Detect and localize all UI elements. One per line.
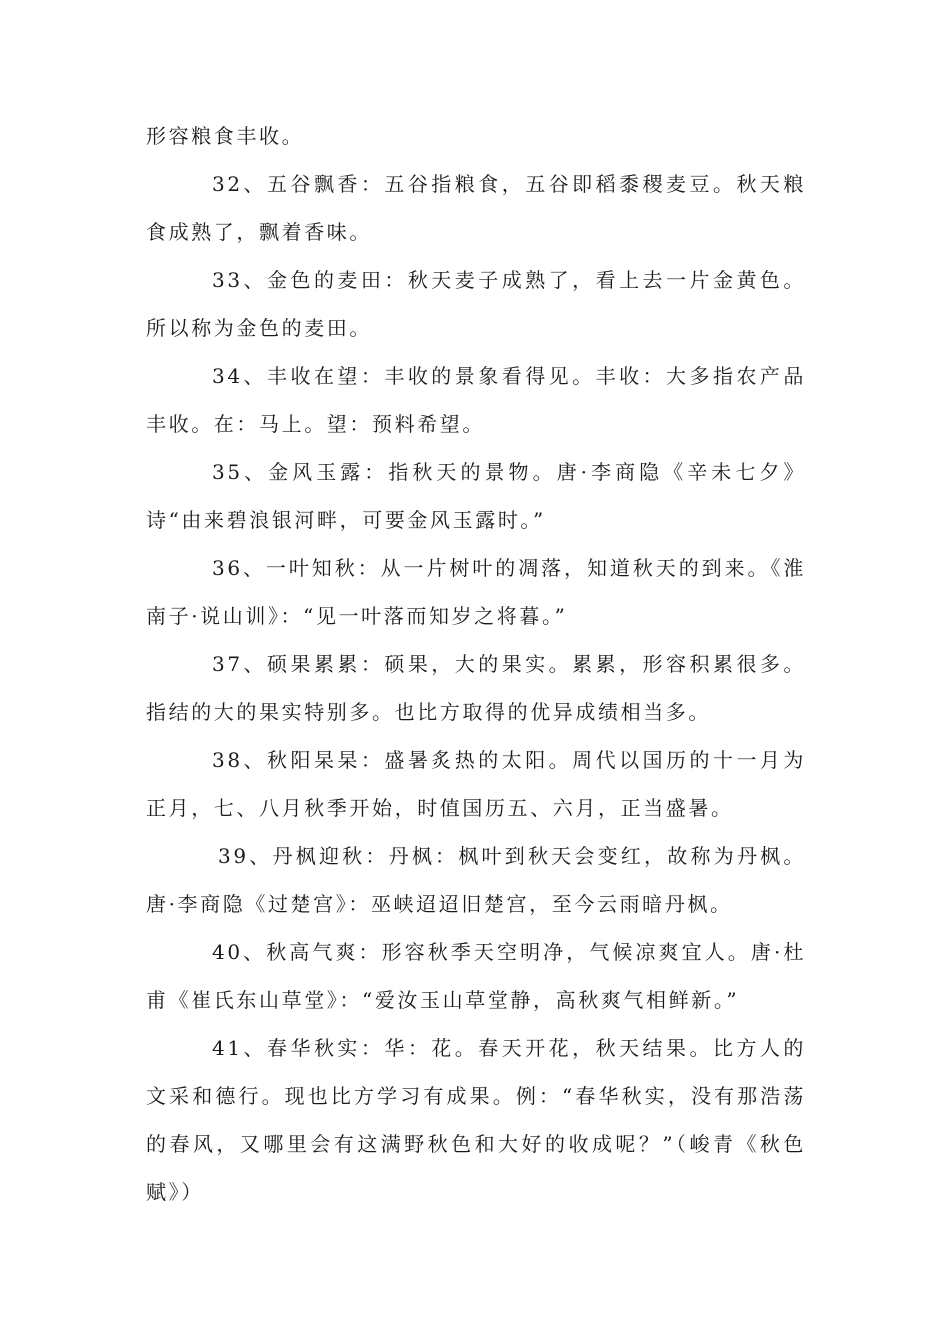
paragraph-0: 形容粮食丰收。 [146, 124, 305, 148]
paragraph-39: 39、丹枫迎秋：丹枫：枫叶到秋天会变红，故称为丹枫。唐·李商隐《过楚宫》：巫峡迢迢旧楚宫，至今云雨暗丹枫。 [146, 844, 806, 916]
paragraph-35: 35、金风玉露：指秋天的景物。唐·李商隐《辛未七夕》诗“由来碧浪银河畔，可要金风玉露时。” [146, 460, 806, 532]
paragraph-33: 33、金色的麦田：秋天麦子成熟了，看上去一片金黄色。所以称为金色的麦田。 [146, 268, 806, 340]
paragraph-37: 37、硕果累累：硕果，大的果实。累累，形容积累很多。指结的大的果实特别多。也比方取得的优异成绩相当多。 [146, 652, 806, 724]
paragraph-34: 34、丰收在望：丰收的景象看得见。丰收：大多指农产品丰收。在：马上。望：预料希望。 [146, 364, 806, 436]
paragraph-41: 41、春华秋实：华：花。春天开花，秋天结果。比方人的文采和德行。现也比方学习有成果。例：“春华秋实，没有那浩荡的春风，又哪里会有这满野秋色和大好的收成呢？”（峻青《秋色赋》） [146, 1036, 806, 1204]
paragraph-36: 36、一叶知秋：从一片树叶的凋落，知道秋天的到来。《淮南子·说山训》：“见一叶落而知岁之将暮。” [146, 556, 806, 628]
paragraph-40: 40、秋高气爽：形容秋季天空明净，气候凉爽宜人。唐·杜甫《崔氏东山草堂》：“爱汝玉山草堂静，高秋爽气相鲜新。” [146, 940, 806, 1012]
paragraph-38: 38、秋阳杲杲：盛暑炙热的太阳。周代以国历的十一月为正月，七、八月秋季开始，时值国历五、六月，正当盛暑。 [146, 748, 806, 820]
document-page [146, 112, 806, 1216]
paragraph-32: 32、五谷飘香：五谷指粮食，五谷即稻黍稷麦豆。秋天粮食成熟了，飘着香味。 [146, 172, 806, 244]
